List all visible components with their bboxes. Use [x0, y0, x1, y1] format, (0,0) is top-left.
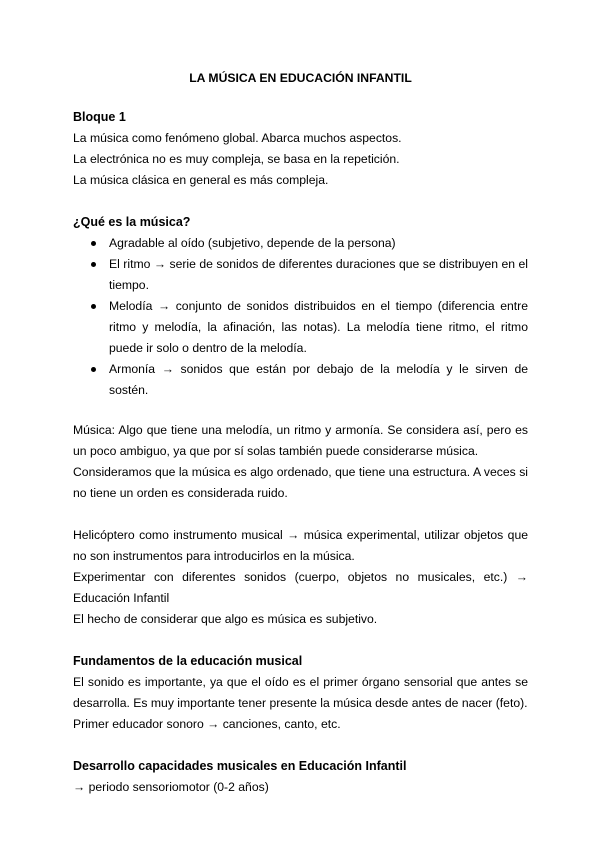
helicoptero-paragraph-2: Experimentar con diferentes sonidos (cuerpo, objetos no musicales, etc.) → Educación Infantil [73, 570, 528, 605]
fundamentos-paragraph-1: El sonido es importante, ya que el oído es el primer órgano sensorial que antes se desarrolla. Es muy importante tener presente la música desde antes de nacer (feto). [73, 675, 528, 710]
spacer [73, 504, 528, 525]
musica-paragraph-2: Consideramos que la música es algo ordenado, que tiene una estructura. A veces si no tiene un orden es considerada ruido. [73, 465, 528, 500]
musica-paragraph-1: Música: Algo que tiene una melodía, un ritmo y armonía. Se considera así, pero es un poco ambiguo, ya que por sí solas también puede considerarse música. [73, 423, 528, 458]
definition-bullet-list [73, 233, 528, 401]
spacer [73, 191, 528, 212]
section-heading-bloque-1: Bloque 1 [73, 110, 126, 124]
bullet-dot-icon [91, 304, 96, 309]
document-page [73, 68, 528, 798]
helicoptero-paragraph-1: Helicóptero como instrumento musical → música experimental, utilizar objetos que no son instrumentos para introducirlos en la música. [73, 528, 528, 563]
bullet-item [73, 254, 528, 296]
bloque1-line-2: La electrónica no es muy compleja, se basa en la repetición. [73, 152, 400, 166]
section-heading-desarrollo: Desarrollo capacidades musicales en Educación Infantil [73, 759, 407, 773]
bullet-item [73, 233, 528, 254]
section-heading-que-es-la-musica: ¿Qué es la música? [73, 215, 191, 229]
spacer [73, 630, 528, 651]
fundamentos-paragraph-2: Primer educador sonoro → canciones, canto, etc. [73, 717, 341, 731]
bullet-text: El ritmo → serie de sonidos de diferentes duraciones que se distribuyen en el tiempo. [109, 257, 528, 292]
bloque1-line-3: La música clásica en general es más compleja. [73, 173, 329, 187]
bullet-text: Agradable al oído (subjetivo, depende de la persona) [109, 236, 396, 250]
bullet-item [73, 296, 528, 359]
section-heading-fundamentos: Fundamentos de la educación musical [73, 654, 303, 668]
bullet-text: Armonía → sonidos que están por debajo de la melodía y le sirven de sostén. [109, 362, 528, 397]
bloque1-line-1: La música como fenómeno global. Abarca muchos aspectos. [73, 131, 402, 145]
bullet-dot-icon [91, 241, 96, 246]
desarrollo-line-1: → periodo sensoriomotor (0-2 años) [73, 780, 269, 794]
helicoptero-paragraph-3: El hecho de considerar que algo es música es subjetivo. [73, 612, 378, 626]
document-title: LA MÚSICA EN EDUCACIÓN INFANTIL [189, 71, 412, 85]
bullet-dot-icon [91, 262, 96, 267]
spacer [73, 735, 528, 756]
bullet-text: Melodía → conjunto de sonidos distribuidos en el tiempo (diferencia entre ritmo y melodía, la afinación, las notas). La melodía tiene ritmo, el ritmo puede ir solo o dentro de la melodía. [109, 299, 528, 355]
bullet-item [73, 359, 528, 401]
bullet-dot-icon [91, 367, 96, 372]
spacer [73, 401, 528, 420]
